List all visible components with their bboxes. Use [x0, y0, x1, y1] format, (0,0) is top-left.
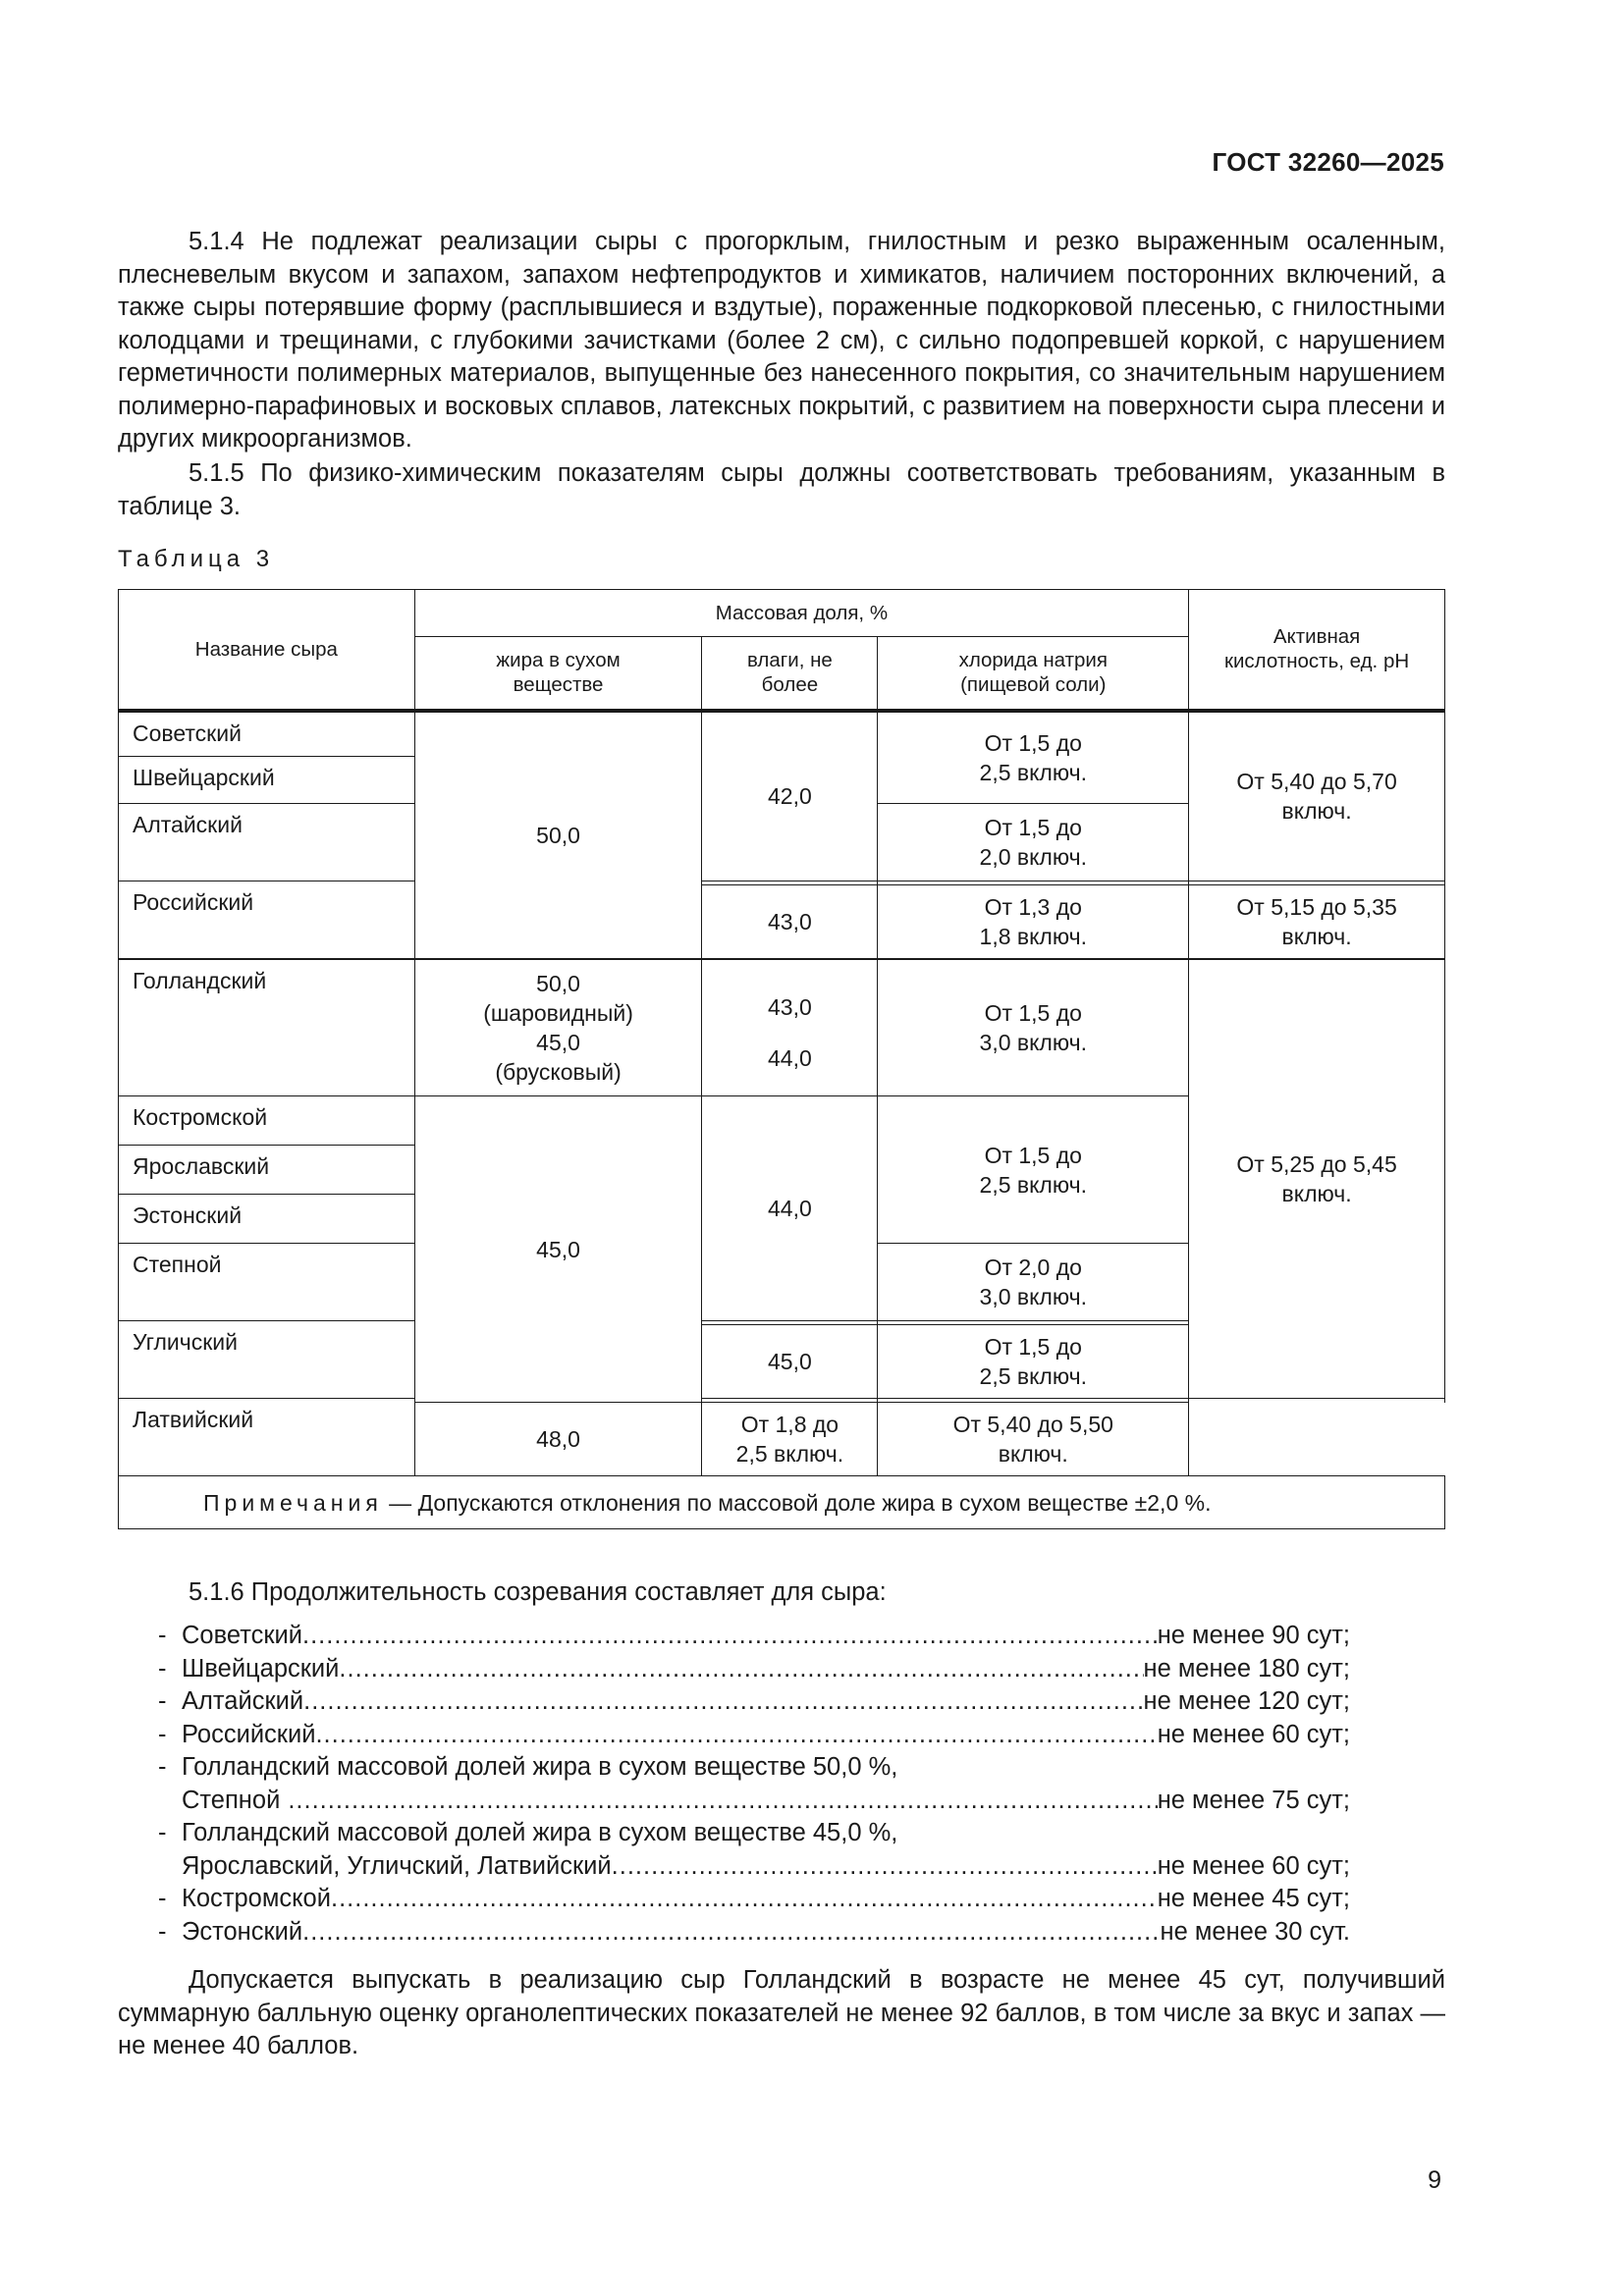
- paragraph-5-1-4: [118, 226, 1445, 456]
- ripening-list: [158, 1620, 1350, 1949]
- name-sovetsky: Советский: [119, 711, 415, 757]
- moisture-ros: 43,0: [702, 885, 878, 959]
- name-kostromskoy: Костромской: [119, 1096, 415, 1146]
- ph-lat: [878, 1403, 1189, 1476]
- salt-line: От 1,5 до: [984, 1142, 1082, 1168]
- ph-line: От 5,40 до 5,50: [952, 1412, 1113, 1437]
- list-item: - Эстонский ..... не менее 30 сут.: [182, 1916, 1350, 1949]
- salt-line: От 1,5 до: [984, 999, 1082, 1026]
- cheese-name: Степной: [182, 1786, 281, 1814]
- moisture-group1: 42,0: [702, 711, 878, 881]
- cheese-description: Голландский массовой долей жира в сухом веществе 45,0 %,: [182, 1819, 898, 1846]
- moisture-line: 43,0: [768, 993, 812, 1020]
- page-number: 9: [1428, 2166, 1441, 2194]
- cheese-name: Швейцарский: [182, 1654, 340, 1682]
- moisture-group3: 44,0: [702, 1096, 878, 1321]
- salt-line: 2,0 включ.: [979, 844, 1087, 870]
- ph-line: включ.: [1281, 798, 1352, 825]
- leader-dots: [315, 1719, 1157, 1752]
- fat-line: (брусковый): [495, 1058, 622, 1085]
- paragraph-text: 5.1.5 По физико-химическим показателям сыры должны соответствовать требованиям, указанным в таблице 3.: [118, 459, 1445, 520]
- fat-gollandsky: [414, 959, 702, 1096]
- blank: [1189, 1399, 1445, 1403]
- ph-mid: [1189, 959, 1445, 1399]
- ph-line: От 5,15 до 5,35: [1236, 893, 1397, 920]
- cheese-description: Голландский массовой долей жира в сухом веществе 50,0 %,: [182, 1753, 898, 1781]
- table-note: [119, 1476, 1445, 1529]
- header-mass-fraction: Массовая доля, %: [414, 590, 1189, 637]
- salt-ugl: [878, 1325, 1189, 1399]
- name-gollandsky: Голландский: [119, 959, 415, 1096]
- ph-line: От 5,40 до 5,70: [1236, 769, 1397, 795]
- leader-dots: [331, 1883, 1158, 1916]
- salt-kos-yar-est: [878, 1096, 1189, 1244]
- fat-group1: 50,0: [414, 711, 702, 959]
- paragraph-5-1-6: 5.1.6 Продолжительность созревания составляет для сыра:: [189, 1578, 887, 1606]
- salt-alt: [878, 804, 1189, 881]
- name-altaysky: Алтайский: [119, 804, 415, 881]
- cheese-name: Ярославский, Угличский, Латвийский: [182, 1851, 612, 1880]
- ph-line: включ.: [998, 1441, 1068, 1467]
- name-uglichsky: Угличский: [119, 1321, 415, 1399]
- list-item: - Костромской ..... не менее 45 сут;: [182, 1883, 1350, 1916]
- salt-holl: [878, 959, 1189, 1096]
- salt-line: 2,5 включ.: [979, 759, 1087, 785]
- salt-line: От 1,3 до: [984, 893, 1082, 920]
- name-shveytsarsky: Швейцарский: [119, 757, 415, 804]
- ph-line: включ.: [1281, 1180, 1352, 1206]
- salt-step: [878, 1244, 1189, 1321]
- ph-ros: [1189, 885, 1445, 959]
- name-latviysky: Латвийский: [119, 1399, 415, 1476]
- leader-dots: [303, 1685, 1143, 1719]
- cheese-name: Эстонский: [182, 1917, 303, 1946]
- ripening-value: не менее 75 сут;: [1157, 1786, 1350, 1814]
- leader-dots: [302, 1620, 1158, 1653]
- salt-line: От 1,5 до: [984, 815, 1082, 840]
- salt-lat: [702, 1403, 878, 1476]
- moisture-gollandsky: [702, 959, 878, 1096]
- ripening-value: не менее 45 сут;: [1157, 1885, 1350, 1912]
- list-item: - Алтайский ..... не менее 120 сут;: [182, 1685, 1350, 1719]
- ph-line: включ.: [1281, 923, 1352, 949]
- fat-group3: 45,0: [414, 1096, 702, 1403]
- header-ph: Активная кислотность, ед. pH: [1189, 590, 1445, 711]
- leader-dots: [612, 1850, 1158, 1884]
- ripening-value: не менее 60 сут;: [1157, 1851, 1350, 1880]
- document-header: ГОСТ 32260—2025: [1212, 147, 1444, 177]
- paragraph-text: 5.1.4 Не подлежат реализации сыры с прогорклым, гнилостным и резко выраженным осаленным, плесневелым вкусом и запахом, запахом нефтепродуктов и химикатов, наличием посторонних включений, а также сыры потерявшие форму (расплывшиеся и вздутые), пораженные подкорковой плесенью, с гнилостными колодцами и трещинами, с глубокими зачистками (более 2 см), с сильно подопревшей коркой, с нарушением герметичности полимерных материалов, выпущенные без нанесенного покрытия, со значительным нарушением полимерно-парафиновых и восковых сплавов, латексных покрытий, с развитием на поверхности сыра плесени и других микроорганизмов.: [118, 228, 1445, 453]
- moisture-lat: 48,0: [414, 1403, 702, 1476]
- name-rossiysky: Российский: [119, 881, 415, 959]
- salt-line: От 1,5 до: [984, 729, 1082, 756]
- ripening-value: не менее 90 сут;: [1157, 1622, 1350, 1649]
- header-moisture: влаги, не более: [702, 637, 878, 711]
- salt-line: 2,5 включ.: [735, 1441, 844, 1467]
- ripening-value: не менее 180 сут;: [1143, 1654, 1350, 1682]
- ripening-value: не менее 30 сут.: [1160, 1917, 1350, 1946]
- cheese-name: Советский: [182, 1622, 302, 1649]
- leader-dots: [302, 1916, 1160, 1949]
- table-caption: Таблица 3: [118, 546, 275, 572]
- list-item: - Швейцарский ..... не менее 180 сут;: [182, 1653, 1350, 1686]
- ph-line: От 5,25 до 5,45: [1236, 1150, 1397, 1177]
- salt-sov-shv: [878, 711, 1189, 804]
- salt-ros: [878, 885, 1189, 959]
- fat-line: 50,0: [536, 970, 580, 996]
- salt-line: 2,5 включ.: [979, 1363, 1087, 1389]
- cheese-properties-table: [118, 589, 1445, 1529]
- ripening-value: не менее 60 сут;: [1157, 1720, 1350, 1748]
- fat-line: 45,0: [536, 1029, 580, 1055]
- ph-group1: [1189, 711, 1445, 881]
- list-item: [182, 1785, 1350, 1818]
- header-salt: хлорида натрия (пищевой соли): [878, 637, 1189, 711]
- header-fat: жира в сухом веществе: [414, 637, 702, 711]
- fat-line: (шаровидный): [483, 999, 633, 1026]
- salt-line: 3,0 включ.: [979, 1284, 1087, 1309]
- ripening-value: не менее 120 сут;: [1143, 1687, 1350, 1715]
- moisture-line: 44,0: [768, 1044, 812, 1071]
- moisture-ugl: 45,0: [702, 1325, 878, 1399]
- name-stepnoy: Степной: [119, 1244, 415, 1321]
- cheese-name: Российский: [182, 1720, 316, 1748]
- name-yaroslavsky: Ярославский: [119, 1146, 415, 1195]
- salt-line: 3,0 включ.: [979, 1029, 1087, 1055]
- cheese-name: Костромской: [182, 1885, 331, 1912]
- cheese-name: Алтайский: [182, 1687, 304, 1715]
- list-item: [182, 1850, 1350, 1884]
- salt-line: От 1,8 до: [740, 1412, 839, 1437]
- salt-line: От 2,0 до: [984, 1255, 1082, 1280]
- note-label: Примечания: [203, 1489, 383, 1516]
- header-name: Название сыра: [119, 590, 415, 711]
- list-item-line1: - Голландский массовой долей жира в сухом веществе 50,0 %,: [182, 1751, 1350, 1785]
- list-item-line1: - Голландский массовой долей жира в сухом веществе 45,0 %,: [182, 1817, 1350, 1850]
- leader-dots: [288, 1785, 1157, 1818]
- list-item: - Советский ..... не менее 90 сут;: [182, 1620, 1350, 1653]
- name-estonsky: Эстонский: [119, 1195, 415, 1244]
- salt-line: 1,8 включ.: [979, 923, 1087, 949]
- salt-line: От 1,5 до: [984, 1334, 1082, 1360]
- paragraph-5-1-5: [118, 457, 1445, 523]
- salt-line: 2,5 включ.: [979, 1171, 1087, 1198]
- paragraph-final: Допускается выпускать в реализацию сыр Голландский в возрасте не менее 45 сут, получивший суммарную балльную оценку органолептических показателей не менее 92 баллов, в том числе за вкус и запах — не менее 40 баллов.: [118, 1966, 1445, 2059]
- note-text: — Допускаются отклонения по массовой доле жира в сухом веществе ±2,0 %.: [382, 1489, 1212, 1516]
- list-item: - Российский ..... не менее 60 сут;: [182, 1719, 1350, 1752]
- leader-dots: [339, 1653, 1143, 1686]
